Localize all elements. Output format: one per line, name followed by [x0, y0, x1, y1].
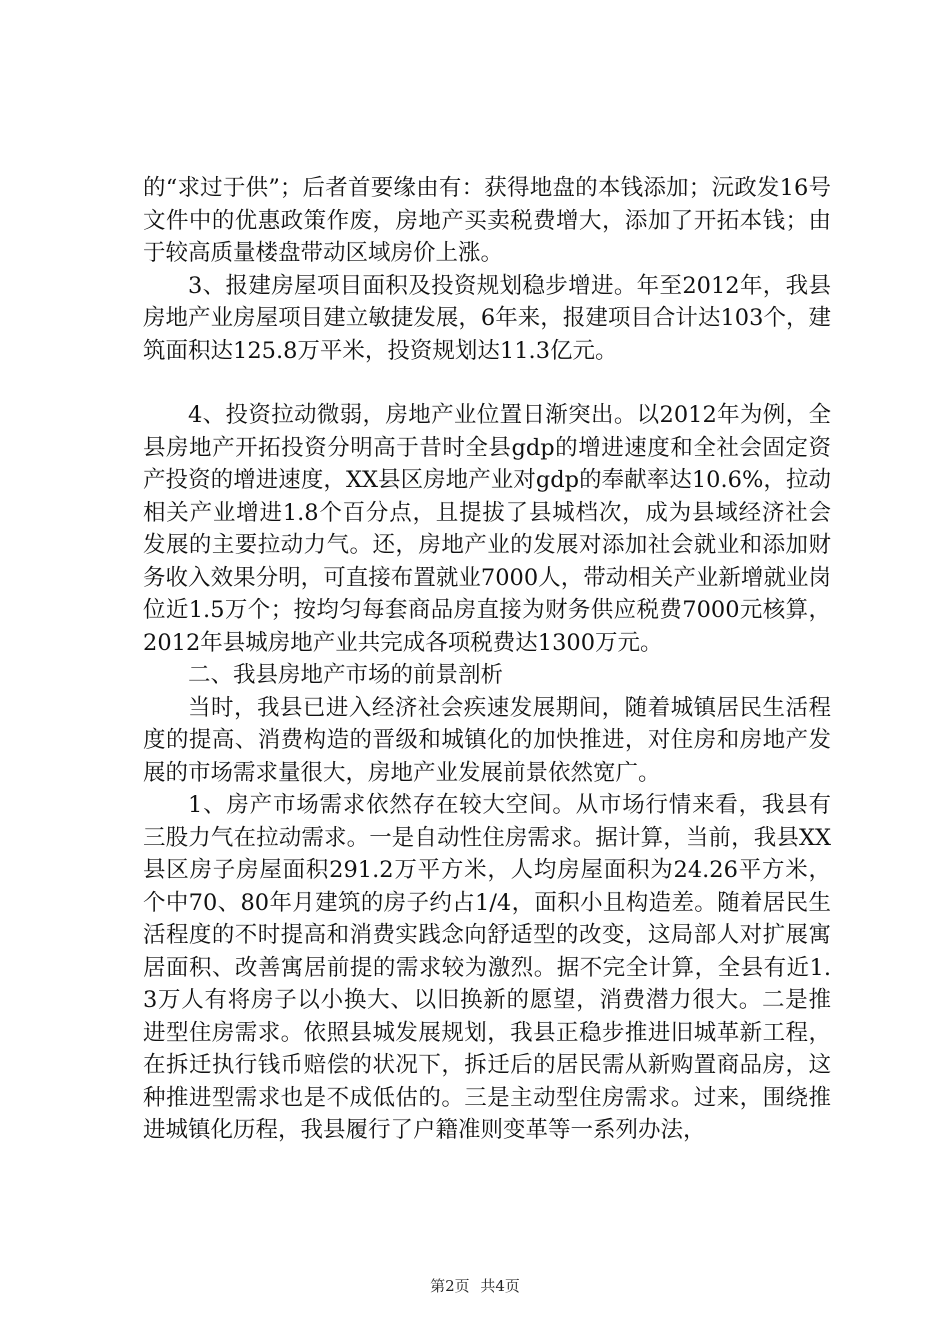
page-footer [0, 1275, 950, 1296]
paragraph-item-4: 4、投资拉动微弱，房地产业位置日渐突出。以2012年为例，全县房地产开拓投资分明高于昔时全县gdp的增进速度和全社会固定资产投资的增进速度，XX县区房地产业对gdp的奉献率达10.6%，拉动相关产业增进1.8个百分点，且提拔了县城档次，成为县域经济社会发展的主要拉动力气。还，房地产业的发展对添加社会就业和添加财务收入效果分明，可直接布置就业7000人，带动相关产业新增就业岗位近1.5万个；按均匀每套商品房直接为财务供应税费7000元核算，2012年县城房地产业共完成各项税费达1300万元。 [143, 402, 831, 656]
paragraph-item-1: 1、房产市场需求依然存在较大空间。从市场行情来看，我县有三股力气在拉动需求。一是自动性住房需求。据计算，当前，我县XX县区房子房屋面积291.2万平方米，人均房屋面积为24.26平方米，个中70、80年月建筑的房子约占1/4，面积小且构造差。随着居民生活程度的不时提高和消费实践念向舒适型的改变，这局部人对扩展寓居面积、改善寓居前提的需求较为激烈。据不完全计算，全县有近1.3万人有将房子以小换大、以旧换新的愿望，消费潜力很大。二是推进型住房需求。依照县城发展规划，我县正稳步推进旧城革新工程，在拆迁执行钱币赔偿的状况下，拆迁后的居民需从新购置商品房，这种推进型需求也是不成低估的。三是主动型住房需求。过来，围绕推进城镇化历程，我县履行了户籍准则变革等一系列办法， [143, 792, 831, 1143]
document-body [143, 172, 831, 1147]
section-heading-2: 二、我县房地产市场的前景剖析 [188, 662, 504, 688]
page-total: 共4页 [480, 1277, 520, 1295]
page-number: 第2页 [430, 1277, 470, 1295]
paragraph-continuation: 的“求过于供”；后者首要缘由有：获得地盘的本钱添加；沅政发16号文件中的优惠政策作废，房地产买卖税费增大，添加了开拓本钱；由于较高质量楼盘带动区域房价上涨。 [143, 175, 831, 266]
paragraph-item-3: 3、报建房屋项目面积及投资规划稳步增进。年至2012年，我县房地产业房屋项目建立敏捷发展，6年来，报建项目合计达103个，建筑面积达125.8万平米，投资规划达11.3亿元。 [143, 272, 831, 364]
paragraph-intro: 当时，我县已进入经济社会疾速发展期间，随着城镇居民生活程度的提高、消费构造的晋级和城镇化的加快推进，对住房和房地产发展的市场需求量很大，房地产业发展前景依然宽广。 [143, 694, 831, 786]
